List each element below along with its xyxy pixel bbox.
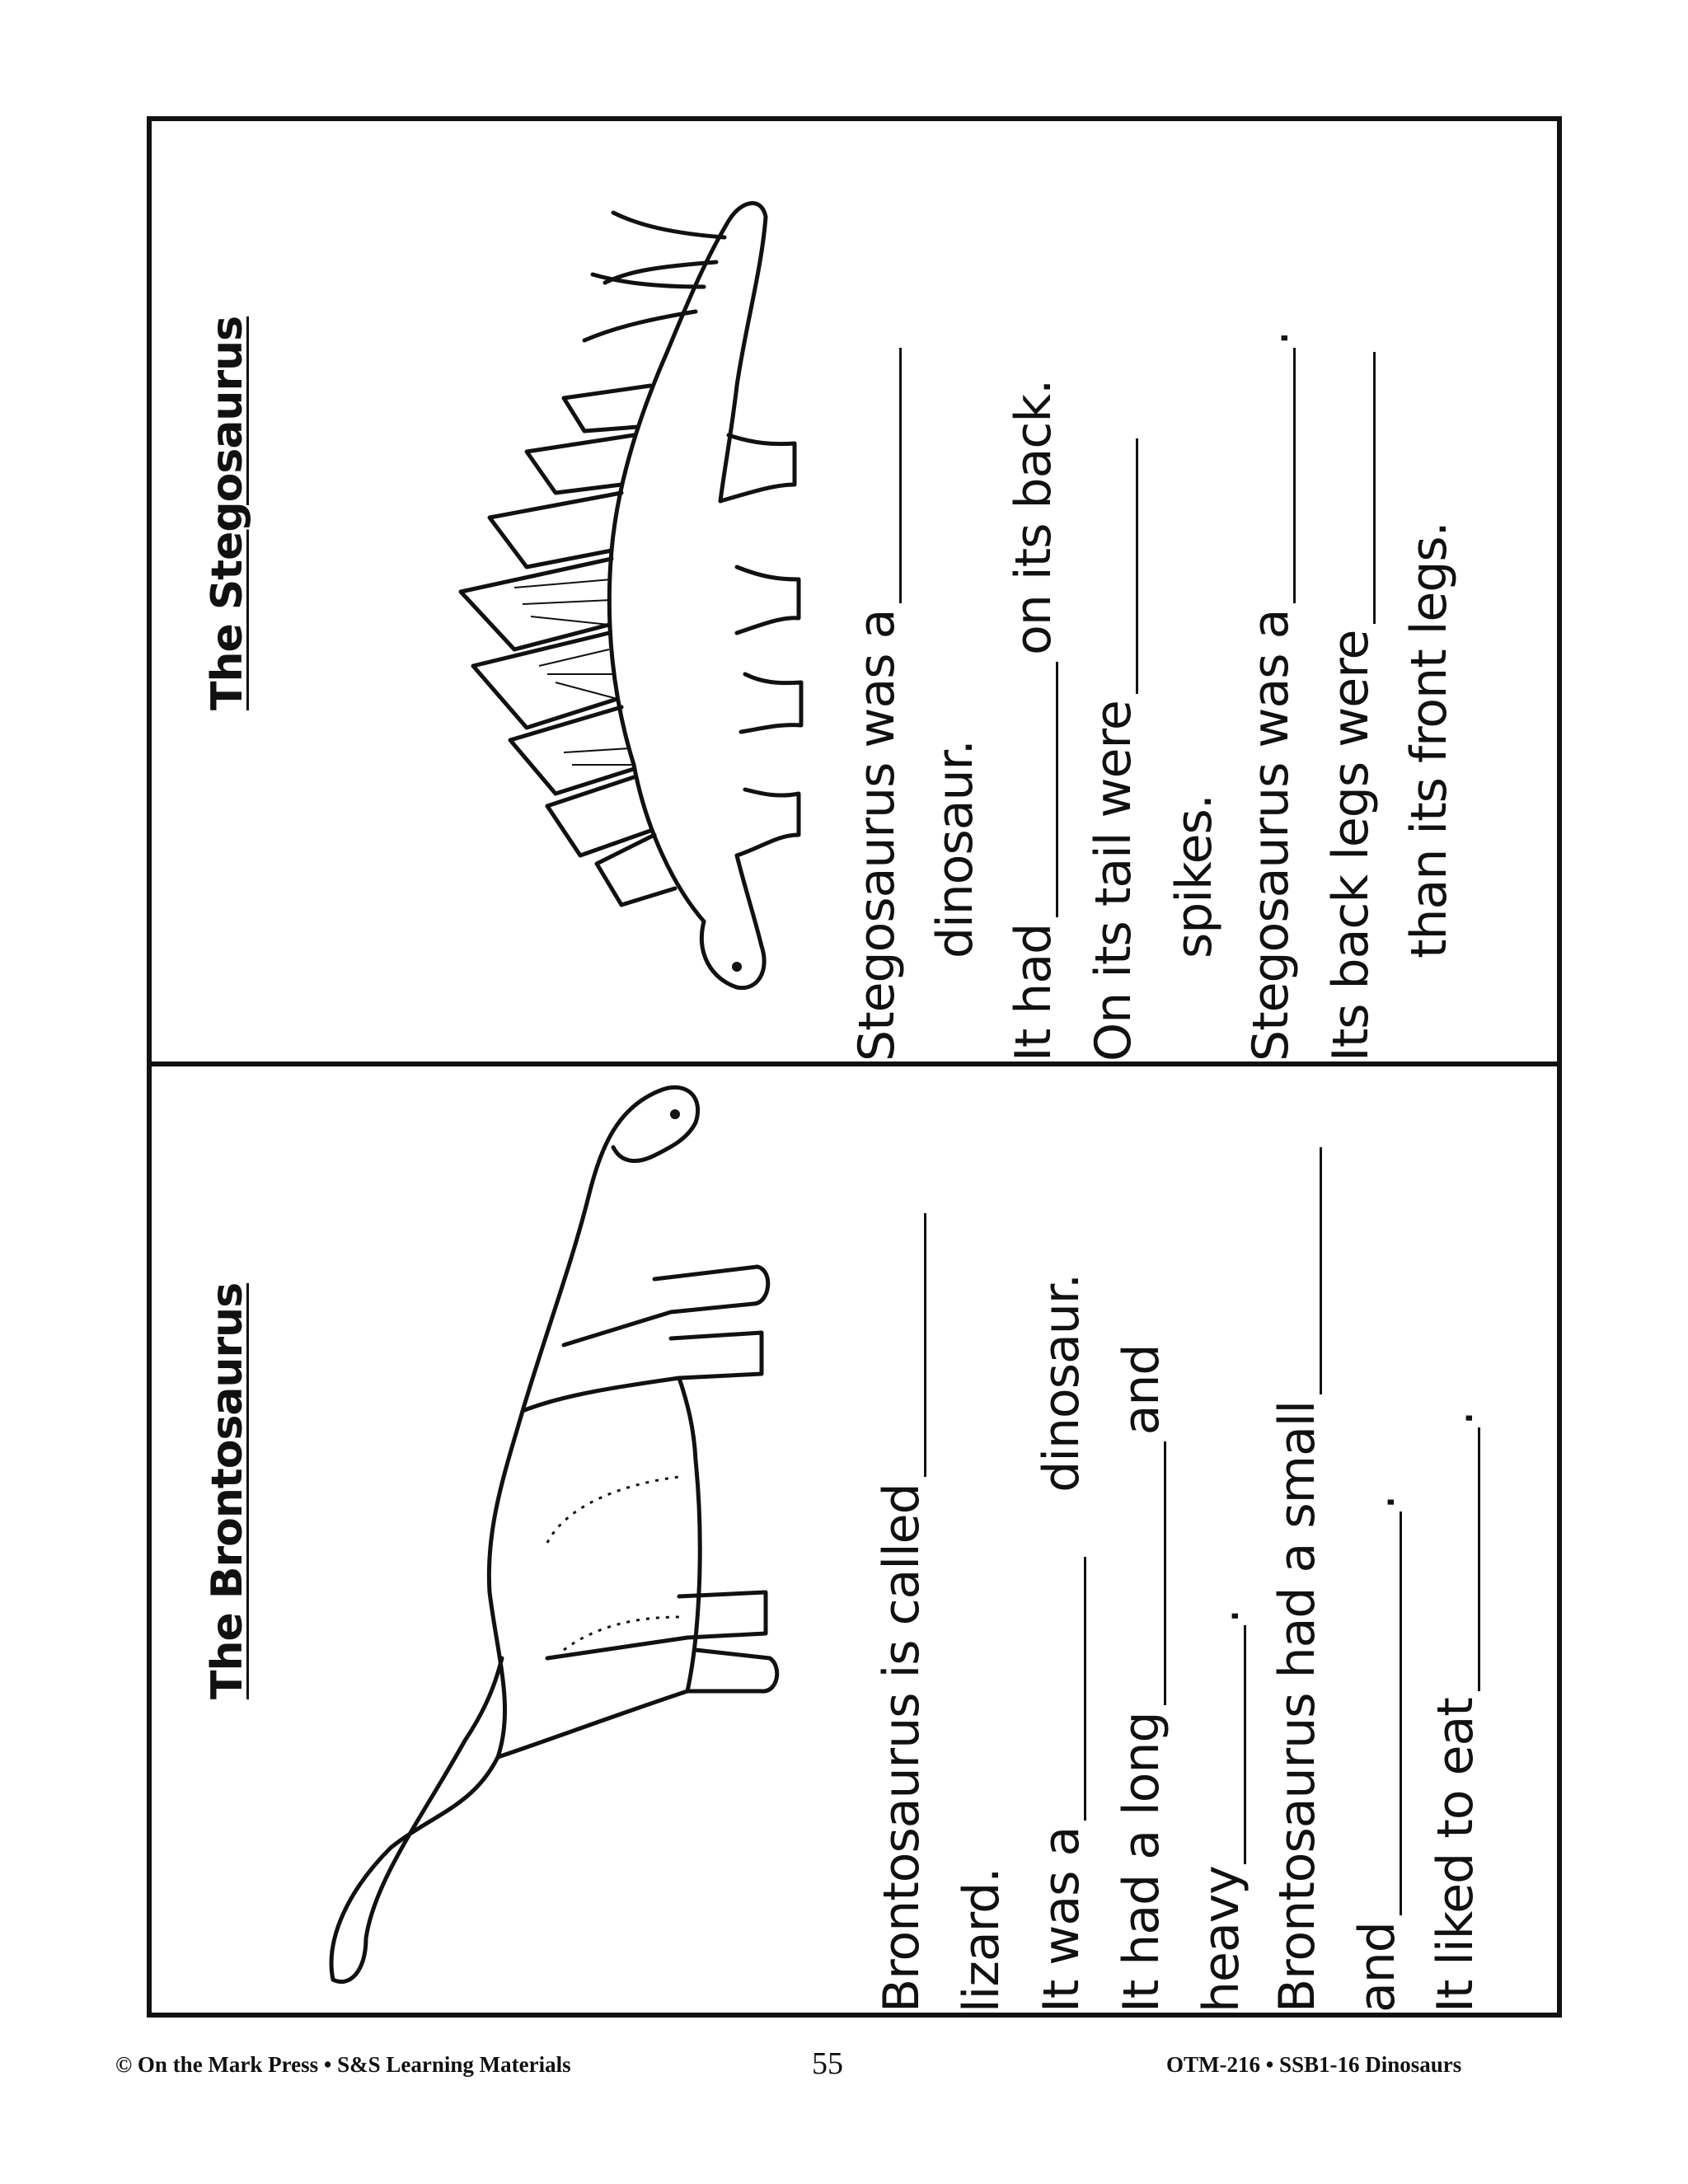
sentence-line (1348, 1495, 1406, 2013)
answer-blank[interactable] (856, 348, 902, 603)
answer-blank[interactable] (1250, 348, 1296, 603)
sentence-text: It liked to eat (1427, 1698, 1484, 2013)
sentence-text: spikes. (1165, 794, 1223, 958)
sentence-text: Brontosaurus is called (873, 1483, 931, 2013)
sentence-text: Stegosaurus was a (1242, 609, 1300, 1062)
footer-copyright: © On the Mark Press • S&S Learning Materials (115, 2052, 571, 2077)
sentence-line (953, 1868, 1010, 2013)
sentence-line (1165, 794, 1223, 958)
sentence-line (1113, 1344, 1170, 2013)
brontosaurus-panel (152, 1066, 1557, 2013)
sentence-line (848, 341, 906, 1062)
answer-blank[interactable] (1121, 1441, 1166, 1705)
sentence-line (873, 1207, 931, 2013)
sentence-line (1005, 379, 1062, 1062)
sentence-text: Stegosaurus was a (848, 609, 906, 1062)
sentence-text: . (1242, 330, 1300, 346)
sentence-text: It had a long (1113, 1712, 1170, 2013)
footer-product-code: OTM-216 • SSB1-16 Dinosaurs (1166, 2052, 1462, 2077)
sentence-line (1242, 330, 1300, 1062)
answer-blank[interactable] (1435, 1427, 1480, 1691)
sentence-text: Its back legs were (1322, 630, 1380, 1062)
stegosaurus-title: The Stegosaurus (203, 316, 252, 710)
answer-blank[interactable] (1201, 1625, 1246, 1864)
sentence-line (1268, 1141, 1326, 2013)
sentence-text: and (1348, 1922, 1406, 2013)
sentence-line (926, 740, 984, 958)
sentence-text: It had (1005, 923, 1062, 1062)
sentence-text: dinosaur. (926, 740, 984, 958)
sentence-line (1033, 1273, 1090, 2013)
sentence-text: . (1348, 1495, 1406, 1511)
stegosaurus-panel (152, 121, 1557, 1062)
sentence-text: than its front legs. (1400, 522, 1458, 958)
answer-blank[interactable] (1093, 438, 1138, 694)
sentence-line (1427, 1411, 1484, 2013)
page-number: 55 (812, 2046, 843, 2081)
sentence-text: dinosaur. (1033, 1273, 1090, 1493)
brontosaurus-illustration (300, 1073, 893, 2004)
answer-blank[interactable] (1041, 1557, 1086, 1821)
answer-blank[interactable] (1357, 1511, 1402, 1915)
brontosaurus-title: The Brontosaurus (203, 1282, 252, 1699)
sentence-text: Brontosaurus had a small (1268, 1400, 1326, 2013)
answer-blank[interactable] (1277, 1147, 1322, 1394)
sentence-text: and (1113, 1344, 1170, 1436)
sentence-line (1085, 432, 1142, 1062)
sentence-line (1400, 522, 1458, 958)
answer-blank[interactable] (881, 1213, 926, 1477)
sentence-text: . (1427, 1411, 1484, 1427)
sentence-text: on its back. (1005, 379, 1062, 655)
answer-blank[interactable] (1330, 352, 1376, 624)
stegosaurus-illustration (349, 188, 811, 1012)
sentence-text: On its tail were (1085, 701, 1142, 1062)
sentence-line (1193, 1609, 1250, 2013)
sentence-text: lizard. (953, 1868, 1010, 2013)
sentence-line (1322, 345, 1380, 1062)
sentence-text: It was a (1033, 1826, 1090, 2013)
sentence-text: heavy (1193, 1866, 1250, 2013)
sentence-text: . (1193, 1609, 1250, 1624)
answer-blank[interactable] (1013, 662, 1058, 917)
